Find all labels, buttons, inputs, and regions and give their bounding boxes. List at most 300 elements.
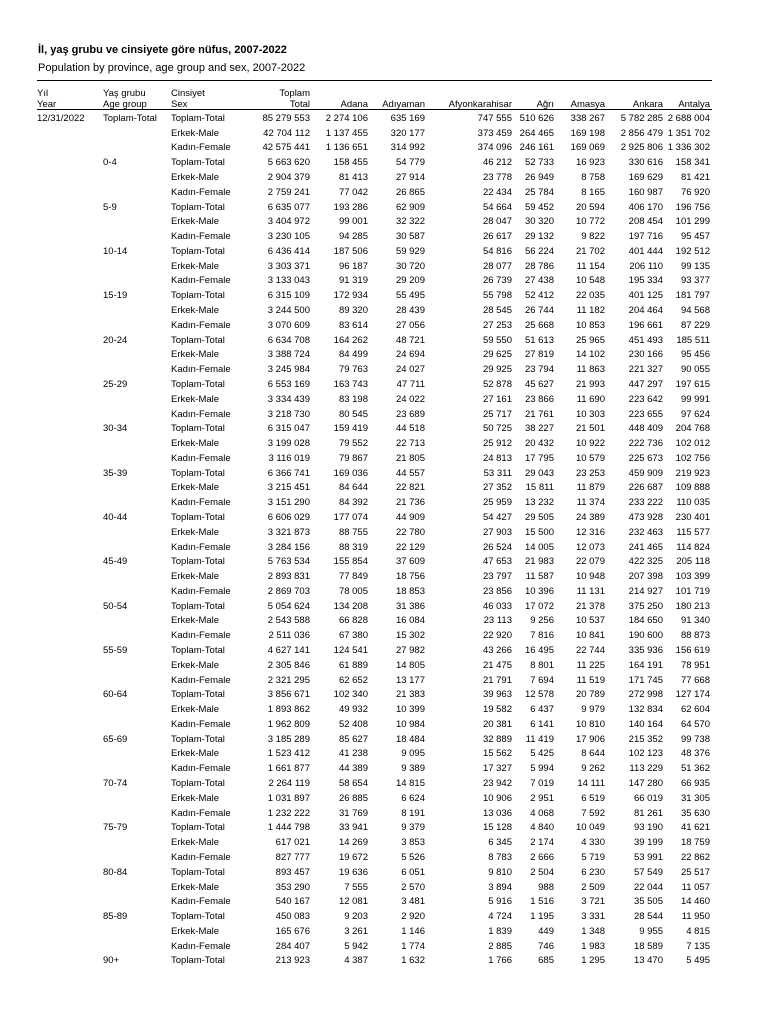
sex-cell: Kadın-Female <box>171 940 231 952</box>
year-cell <box>37 717 103 732</box>
ankara-cell: 221 327 <box>628 364 663 376</box>
table-row <box>37 259 712 274</box>
age-group-cell: 55-59 <box>103 645 128 657</box>
col-header-age-tr: Yaş grubu <box>103 88 146 99</box>
afyonkarahisar-cell: 26 739 <box>482 275 512 287</box>
age-group-cell <box>103 274 171 289</box>
total-cell: 5 763 534 <box>267 556 310 568</box>
total-cell: 6 553 169 <box>267 378 310 390</box>
sex-cell: Kadın-Female <box>171 364 231 376</box>
col-header-sex-tr: Cinsiyet <box>171 88 205 99</box>
table-row <box>37 170 712 185</box>
amasya-cell: 10 548 <box>575 275 605 287</box>
ankara-cell: 222 736 <box>628 438 663 450</box>
adana-cell: 19 672 <box>338 851 368 863</box>
amasya-cell: 6 230 <box>581 866 605 878</box>
agri-cell: 26 949 <box>524 172 554 184</box>
adiyaman-cell: 18 853 <box>395 585 425 597</box>
adana-cell: 80 545 <box>338 408 368 420</box>
sex-cell: Toplam-Total <box>171 378 225 390</box>
age-group-cell: 0-4 <box>103 157 117 169</box>
afyonkarahisar-cell: 47 653 <box>482 556 512 568</box>
total-cell: 284 407 <box>275 940 310 952</box>
ankara-cell: 204 464 <box>628 305 663 317</box>
year-cell <box>37 348 103 363</box>
agri-cell: 1 195 <box>530 911 554 923</box>
amasya-cell: 4 330 <box>581 837 605 849</box>
year-cell <box>37 362 103 377</box>
year-cell <box>37 318 103 333</box>
ankara-cell: 164 191 <box>628 659 663 671</box>
year-cell <box>37 525 103 540</box>
agri-cell: 29 132 <box>524 231 554 243</box>
agri-cell: 56 224 <box>524 245 554 257</box>
adiyaman-cell: 28 439 <box>395 305 425 317</box>
age-group-cell <box>103 540 171 555</box>
adana-cell: 155 854 <box>333 556 368 568</box>
amasya-cell: 20 594 <box>575 201 605 213</box>
sex-cell: Toplam-Total <box>171 955 225 967</box>
adana-cell: 134 208 <box>333 600 368 612</box>
age-group-cell <box>103 569 171 584</box>
amasya-cell: 10 049 <box>575 822 605 834</box>
adiyaman-cell: 8 191 <box>401 807 425 819</box>
adana-cell: 84 499 <box>338 349 368 361</box>
age-group-cell <box>103 835 171 850</box>
ankara-cell: 375 250 <box>628 600 663 612</box>
total-cell: 4 627 141 <box>267 645 310 657</box>
col-header-age <box>103 84 171 111</box>
sex-cell: Toplam-Total <box>171 201 225 213</box>
adiyaman-cell: 3 481 <box>401 896 425 908</box>
header-rule-top <box>37 80 712 81</box>
ankara-cell: 39 199 <box>633 837 663 849</box>
antalya-cell: 91 340 <box>680 615 710 627</box>
antalya-cell: 51 362 <box>680 763 710 775</box>
antalya-cell: 35 630 <box>680 807 710 819</box>
agri-cell: 2 174 <box>530 837 554 849</box>
sex-cell: Toplam-Total <box>171 157 225 169</box>
total-cell: 827 777 <box>275 851 310 863</box>
year-cell <box>37 569 103 584</box>
antalya-cell: 197 615 <box>675 378 710 390</box>
total-cell: 1 444 798 <box>267 822 310 834</box>
total-cell: 2 893 831 <box>267 571 310 583</box>
ankara-cell: 230 166 <box>628 349 663 361</box>
antalya-cell: 230 401 <box>675 511 710 523</box>
table-row <box>37 303 712 318</box>
table-body <box>37 111 712 968</box>
afyonkarahisar-cell: 28 077 <box>482 260 512 272</box>
table-row <box>37 761 712 776</box>
amasya-cell: 11 225 <box>576 659 605 671</box>
afyonkarahisar-cell: 15 562 <box>482 748 512 760</box>
antalya-cell: 66 935 <box>680 778 710 790</box>
amasya-cell: 169 198 <box>570 127 605 139</box>
table-row <box>37 525 712 540</box>
adana-cell: 19 636 <box>338 866 368 878</box>
total-cell: 3 151 290 <box>267 497 310 509</box>
sex-cell: Kadın-Female <box>171 541 231 553</box>
year-cell <box>37 687 103 702</box>
adana-cell: 83 198 <box>338 393 368 405</box>
age-group-cell: Toplam-Total <box>103 112 157 124</box>
sex-cell: Kadın-Female <box>171 497 231 509</box>
age-group-cell <box>103 229 171 244</box>
afyonkarahisar-cell: 17 327 <box>482 763 512 775</box>
afyonkarahisar-cell: 39 963 <box>482 689 512 701</box>
agri-cell: 16 495 <box>524 645 554 657</box>
antalya-cell: 102 756 <box>675 452 710 464</box>
table-row <box>37 141 712 156</box>
total-cell: 3 334 439 <box>267 393 310 405</box>
adiyaman-cell: 3 853 <box>401 837 425 849</box>
adana-cell: 159 419 <box>333 423 368 435</box>
sex-cell: Kadın-Female <box>171 452 231 464</box>
agri-cell: 21 761 <box>524 408 554 420</box>
antalya-cell: 156 619 <box>675 645 710 657</box>
age-group-cell: 15-19 <box>103 290 128 302</box>
table-row <box>37 584 712 599</box>
year-cell <box>37 288 103 303</box>
total-cell: 1 031 897 <box>267 792 310 804</box>
adiyaman-cell: 10 984 <box>395 718 425 730</box>
amasya-cell: 11 519 <box>576 674 605 686</box>
table-row <box>37 599 712 614</box>
year-cell <box>37 821 103 836</box>
amasya-cell: 11 879 <box>576 482 605 494</box>
afyonkarahisar-cell: 747 555 <box>477 112 512 124</box>
total-cell: 42 575 441 <box>262 142 310 154</box>
antalya-cell: 4 815 <box>686 925 710 937</box>
adana-cell: 187 506 <box>333 245 368 257</box>
table-row <box>37 466 712 481</box>
total-cell: 165 676 <box>275 925 310 937</box>
adiyaman-cell: 9 389 <box>401 763 425 775</box>
afyonkarahisar-cell: 23 778 <box>482 172 512 184</box>
ankara-cell: 169 629 <box>628 172 663 184</box>
year-cell <box>37 392 103 407</box>
adiyaman-cell: 1 774 <box>401 940 425 952</box>
adana-cell: 3 261 <box>344 925 368 937</box>
adiyaman-cell: 1 146 <box>401 925 425 937</box>
amasya-cell: 17 906 <box>575 733 605 745</box>
adiyaman-cell: 27 914 <box>395 172 425 184</box>
amasya-cell: 16 923 <box>575 157 605 169</box>
antalya-cell: 2 688 004 <box>667 112 710 124</box>
antalya-cell: 76 920 <box>680 186 710 198</box>
ankara-cell: 448 409 <box>628 423 663 435</box>
afyonkarahisar-cell: 23 856 <box>482 585 512 597</box>
afyonkarahisar-cell: 46 033 <box>482 600 512 612</box>
age-group-cell: 45-49 <box>103 556 128 568</box>
antalya-cell: 94 568 <box>680 305 710 317</box>
agri-cell: 52 412 <box>524 290 554 302</box>
adiyaman-cell: 24 027 <box>395 364 425 376</box>
adana-cell: 99 001 <box>338 216 368 228</box>
adana-cell: 44 389 <box>338 763 368 775</box>
adiyaman-cell: 54 779 <box>395 157 425 169</box>
sex-cell: Kadın-Female <box>171 319 231 331</box>
table-row <box>37 673 712 688</box>
total-cell: 3 116 019 <box>268 452 310 464</box>
total-cell: 3 218 730 <box>267 408 310 420</box>
adana-cell: 5 942 <box>344 940 368 952</box>
afyonkarahisar-cell: 10 906 <box>482 792 512 804</box>
ankara-cell: 190 600 <box>628 630 663 642</box>
adana-cell: 172 934 <box>333 290 368 302</box>
amasya-cell: 21 702 <box>575 245 605 257</box>
ankara-cell: 214 927 <box>628 585 663 597</box>
antalya-cell: 11 950 <box>681 911 710 923</box>
afyonkarahisar-cell: 26 617 <box>482 231 512 243</box>
year-cell <box>37 554 103 569</box>
col-header-total <box>241 84 312 111</box>
afyonkarahisar-cell: 20 381 <box>482 718 512 730</box>
year-cell <box>37 894 103 909</box>
ankara-cell: 147 280 <box>628 778 663 790</box>
sex-cell: Erkek-Male <box>171 260 220 272</box>
year-cell <box>37 155 103 170</box>
afyonkarahisar-cell: 373 459 <box>477 127 512 139</box>
page-title: İl, yaş grubu ve cinsiyete göre nüfus, 2007-2022 <box>38 44 287 56</box>
ankara-cell: 2 856 479 <box>620 127 663 139</box>
ankara-cell: 330 616 <box>628 157 663 169</box>
agri-cell: 246 161 <box>519 142 554 154</box>
ankara-cell: 132 834 <box>628 704 663 716</box>
table-row <box>37 495 712 510</box>
amasya-cell: 10 922 <box>575 438 605 450</box>
afyonkarahisar-cell: 19 582 <box>482 704 512 716</box>
ankara-cell: 18 589 <box>633 940 663 952</box>
afyonkarahisar-cell: 21 791 <box>482 674 512 686</box>
sex-cell: Kadın-Female <box>171 630 231 642</box>
year-cell <box>37 614 103 629</box>
ankara-cell: 208 454 <box>628 216 663 228</box>
amasya-cell: 169 069 <box>570 142 605 154</box>
antalya-cell: 204 768 <box>675 423 710 435</box>
year-cell <box>37 850 103 865</box>
agri-cell: 27 819 <box>524 349 554 361</box>
adana-cell: 12 081 <box>338 896 368 908</box>
antalya-cell: 110 035 <box>676 497 710 509</box>
adana-cell: 49 932 <box>338 704 368 716</box>
year-cell <box>37 954 103 969</box>
sex-cell: Erkek-Male <box>171 172 220 184</box>
ankara-cell: 81 261 <box>633 807 663 819</box>
sex-cell: Erkek-Male <box>171 526 220 538</box>
amasya-cell: 11 863 <box>576 364 605 376</box>
year-cell <box>37 200 103 215</box>
table-row <box>37 421 712 436</box>
total-cell: 2 869 703 <box>267 585 310 597</box>
antalya-cell: 1 351 702 <box>667 127 710 139</box>
antalya-cell: 219 923 <box>675 467 710 479</box>
adana-cell: 78 005 <box>338 585 368 597</box>
year-cell <box>37 229 103 244</box>
year-cell <box>37 702 103 717</box>
table-row <box>37 436 712 451</box>
total-cell: 5 054 624 <box>267 600 310 612</box>
total-cell: 2 511 036 <box>268 630 310 642</box>
year-cell <box>37 909 103 924</box>
sex-cell: Erkek-Male <box>171 571 220 583</box>
ankara-cell: 2 925 806 <box>620 142 663 154</box>
adiyaman-cell: 635 169 <box>390 112 425 124</box>
age-group-cell: 90+ <box>103 955 120 967</box>
sex-cell: Kadın-Female <box>171 896 231 908</box>
adana-cell: 85 627 <box>338 733 368 745</box>
age-group-cell <box>103 214 171 229</box>
adiyaman-cell: 21 805 <box>395 452 425 464</box>
afyonkarahisar-cell: 25 717 <box>482 408 512 420</box>
amasya-cell: 10 579 <box>575 452 605 464</box>
table-row <box>37 732 712 747</box>
amasya-cell: 5 719 <box>581 851 605 863</box>
age-group-cell <box>103 628 171 643</box>
antalya-cell: 48 376 <box>680 748 710 760</box>
total-cell: 1 962 809 <box>267 718 310 730</box>
adiyaman-cell: 18 756 <box>395 571 425 583</box>
antalya-cell: 101 719 <box>675 585 710 597</box>
total-cell: 6 634 708 <box>267 334 310 346</box>
antalya-cell: 192 512 <box>675 245 710 257</box>
table-row <box>37 288 712 303</box>
age-group-cell <box>103 894 171 909</box>
ankara-cell: 422 325 <box>628 556 663 568</box>
total-cell: 1 232 222 <box>267 807 310 819</box>
afyonkarahisar-cell: 25 959 <box>482 497 512 509</box>
table-row <box>37 111 712 126</box>
age-group-cell <box>103 850 171 865</box>
adiyaman-cell: 44 909 <box>395 511 425 523</box>
age-group-cell: 50-54 <box>103 600 128 612</box>
col-header-sex <box>171 84 241 111</box>
agri-cell: 21 983 <box>524 556 554 568</box>
adiyaman-cell: 47 711 <box>396 378 425 390</box>
age-group-cell <box>103 761 171 776</box>
antalya-cell: 114 824 <box>676 541 710 553</box>
amasya-cell: 8 644 <box>581 748 605 760</box>
sex-cell: Erkek-Male <box>171 349 220 361</box>
adiyaman-cell: 9 379 <box>401 822 425 834</box>
ankara-cell: 335 936 <box>628 645 663 657</box>
year-cell <box>37 436 103 451</box>
sex-cell: Kadın-Female <box>171 231 231 243</box>
agri-cell: 15 811 <box>525 482 554 494</box>
col-header-province: Ankara <box>632 99 663 110</box>
age-group-cell: 5-9 <box>103 201 117 213</box>
table-row <box>37 214 712 229</box>
adana-cell: 62 652 <box>338 674 368 686</box>
adana-cell: 83 614 <box>338 319 368 331</box>
adiyaman-cell: 55 495 <box>395 290 425 302</box>
amasya-cell: 24 389 <box>575 511 605 523</box>
ankara-cell: 93 190 <box>633 822 663 834</box>
amasya-cell: 11 131 <box>576 585 605 597</box>
adana-cell: 84 644 <box>338 482 368 494</box>
afyonkarahisar-cell: 26 524 <box>482 541 512 553</box>
year-cell <box>37 466 103 481</box>
adana-cell: 102 340 <box>333 689 368 701</box>
antalya-cell: 180 213 <box>675 600 710 612</box>
adana-cell: 7 555 <box>344 881 368 893</box>
adana-cell: 79 867 <box>338 452 368 464</box>
table-row <box>37 126 712 141</box>
year-cell <box>37 170 103 185</box>
total-cell: 3 303 371 <box>267 260 310 272</box>
ankara-cell: 196 661 <box>628 319 663 331</box>
antalya-cell: 90 055 <box>680 364 710 376</box>
ankara-cell: 451 493 <box>628 334 663 346</box>
table-header-row <box>37 84 712 111</box>
adana-cell: 4 387 <box>344 955 368 967</box>
agri-cell: 23 866 <box>524 393 554 405</box>
table-row <box>37 954 712 969</box>
afyonkarahisar-cell: 28 047 <box>482 216 512 228</box>
table-row <box>37 687 712 702</box>
afyonkarahisar-cell: 4 724 <box>488 911 512 923</box>
table-row <box>37 850 712 865</box>
age-group-cell <box>103 451 171 466</box>
agri-cell: 6 141 <box>530 718 554 730</box>
afyonkarahisar-cell: 29 625 <box>482 349 512 361</box>
agri-cell: 2 666 <box>530 851 554 863</box>
adana-cell: 91 319 <box>338 275 368 287</box>
amasya-cell: 9 979 <box>581 704 605 716</box>
ankara-cell: 207 398 <box>628 571 663 583</box>
amasya-cell: 3 331 <box>581 911 605 923</box>
table-row <box>37 362 712 377</box>
year-cell <box>37 924 103 939</box>
antalya-cell: 196 756 <box>675 201 710 213</box>
table-row <box>37 274 712 289</box>
sex-cell: Erkek-Male <box>171 393 220 405</box>
afyonkarahisar-cell: 1 766 <box>488 955 512 967</box>
ankara-cell: 28 544 <box>633 911 663 923</box>
adiyaman-cell: 21 736 <box>395 497 425 509</box>
adana-cell: 158 455 <box>333 157 368 169</box>
total-cell: 5 663 620 <box>267 157 310 169</box>
year-cell <box>37 214 103 229</box>
adana-cell: 88 319 <box>338 541 368 553</box>
afyonkarahisar-cell: 53 311 <box>483 467 512 479</box>
ankara-cell: 13 470 <box>633 955 663 967</box>
total-cell: 6 635 077 <box>267 201 310 213</box>
age-group-cell: 40-44 <box>103 511 128 523</box>
adana-cell: 96 187 <box>338 260 368 272</box>
agri-cell: 11 419 <box>525 733 554 745</box>
adiyaman-cell: 21 383 <box>395 689 425 701</box>
ankara-cell: 241 465 <box>628 541 663 553</box>
total-cell: 3 284 156 <box>267 541 310 553</box>
sex-cell: Kadın-Female <box>171 186 231 198</box>
age-group-cell <box>103 481 171 496</box>
adana-cell: 31 769 <box>338 807 368 819</box>
age-group-cell <box>103 614 171 629</box>
afyonkarahisar-cell: 23 942 <box>482 778 512 790</box>
age-group-cell <box>103 259 171 274</box>
afyonkarahisar-cell: 27 352 <box>482 482 512 494</box>
sex-cell: Kadın-Female <box>171 718 231 730</box>
antalya-cell: 11 057 <box>681 881 710 893</box>
afyonkarahisar-cell: 1 839 <box>488 925 512 937</box>
antalya-cell: 103 399 <box>675 571 710 583</box>
afyonkarahisar-cell: 27 253 <box>482 319 512 331</box>
total-cell: 3 070 609 <box>267 319 310 331</box>
col-header-province: Adana <box>340 99 368 110</box>
age-group-cell <box>103 673 171 688</box>
